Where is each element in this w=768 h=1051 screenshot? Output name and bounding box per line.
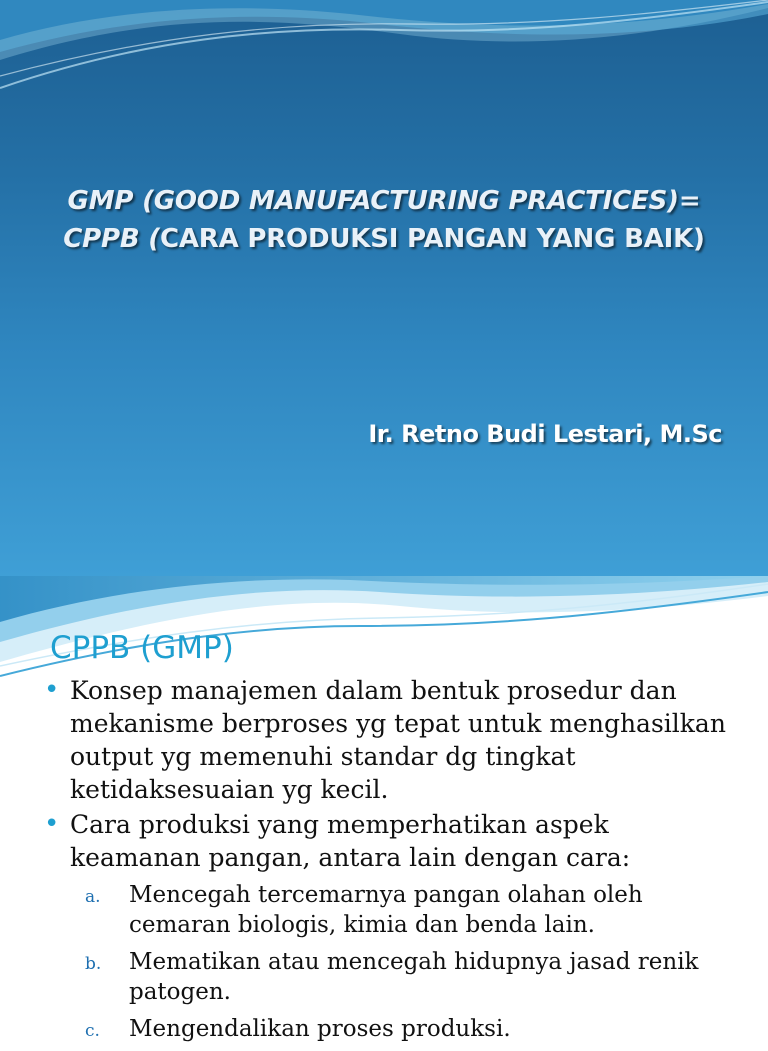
title-line-2-italic: CPPB (: [63, 224, 160, 254]
sub-list-marker: c.: [85, 1021, 100, 1041]
sub-list-item: [70, 947, 744, 1007]
sub-list-text: Mengendalikan proses produksi.: [129, 1016, 511, 1042]
slide-title: [0, 182, 768, 258]
sub-list: [70, 880, 744, 1044]
sub-list-marker: a.: [85, 887, 101, 907]
bullet-text: Cara produksi yang memperhatikan aspek keamanan pangan, antara lain dengan cara:: [70, 810, 631, 872]
sub-list-marker: b.: [85, 954, 102, 974]
sub-list-text: Mencegah tercemarnya pangan olahan oleh cemaran biologis, kimia dan benda lain.: [129, 882, 643, 938]
title-line-2-rest: CARA PRODUKSI PANGAN YANG BAIK): [159, 224, 705, 254]
sub-list-item: [70, 1014, 744, 1044]
bullet-icon: •: [44, 809, 60, 839]
list-item: [44, 674, 744, 806]
slide-title: CPPB (GMP): [50, 630, 234, 666]
title-line-1: GMP (GOOD MANUFACTURING PRACTICES)=: [67, 186, 701, 216]
bullet-icon: •: [44, 675, 60, 705]
header-wave-decoration: [0, 0, 768, 120]
content-slide: [0, 576, 768, 1042]
bullet-list: [44, 674, 744, 1051]
list-item: [44, 808, 744, 1044]
author-name: Ir. Retno Budi Lestari, M.Sc: [368, 420, 722, 448]
sub-list-text: Mematikan atau mencegah hidupnya jasad renik patogen.: [129, 949, 699, 1005]
bullet-text: Konsep manajemen dalam bentuk prosedur dan mekanisme berproses yg tepat untuk menghasilkan output yg memenuhi standar dg tingkat ketidaksesuaian yg kecil.: [70, 676, 726, 804]
sub-list-item: [70, 880, 744, 940]
